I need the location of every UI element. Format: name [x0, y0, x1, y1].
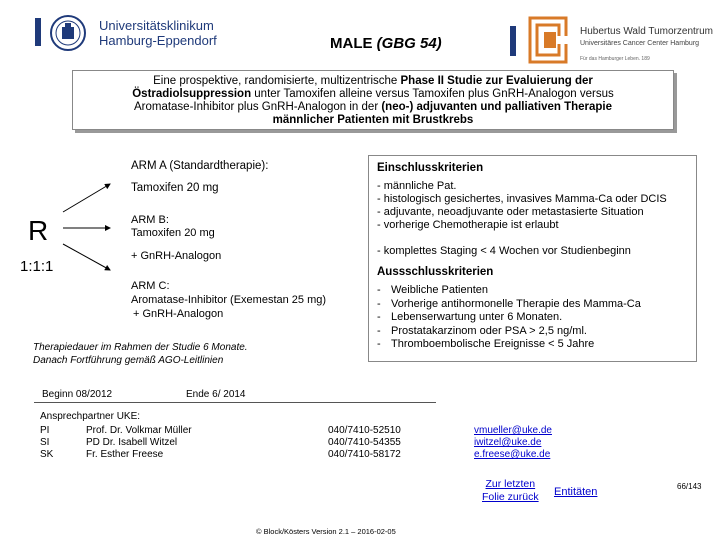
- uke-logo-text-1: Universitätsklinikum: [99, 18, 214, 33]
- page-title-sub: (GBG 54): [376, 35, 442, 52]
- arm-b-drug: Tamoxifen 20 mg: [131, 227, 215, 239]
- study-end: Ende 6/ 2014: [186, 389, 246, 400]
- arm-a-drug: Tamoxifen 20 mg: [131, 182, 219, 194]
- contact-role: PI: [40, 425, 50, 436]
- exclusion-item: - Vorherige antihormonelle Therapie des Mamma-Ca: [377, 297, 641, 310]
- study-line-2-bold: Östradiolsuppression: [132, 88, 252, 100]
- contact-email-link[interactable]: iwitzel@uke.de: [474, 437, 542, 448]
- study-line-1-bold: Phase II Studie zur Evaluierung der: [400, 75, 593, 87]
- contact-role: SK: [40, 449, 54, 460]
- study-line-1-pre: Eine prospektive, randomisierte, multizentrische: [153, 75, 401, 87]
- exclusion-item-text: Thromboembolische Ereignisse < 5 Jahre: [391, 338, 595, 350]
- uke-logo-bar: [35, 18, 41, 46]
- contact-email-link[interactable]: vmueller@uke.de: [474, 425, 552, 436]
- exclusion-item: - Prostatakarzinom oder PSA > 2,5 ng/ml.: [377, 324, 587, 337]
- contact-phone: 040/7410-52510: [328, 425, 401, 436]
- arm-c-drug: Aromatase-Inhibitor (Exemestan 25 mg): [131, 294, 327, 306]
- exclusion-title: Aussschlusskriterien: [377, 266, 494, 278]
- exclusion-item-text: Prostatakarzinom oder PSA > 2,5 ng/ml.: [391, 324, 587, 337]
- contact-name: Fr. Esther Freese: [86, 449, 164, 460]
- hwt-mark-icon: [528, 16, 568, 64]
- randomization-ratio: 1:1:1: [20, 258, 54, 275]
- exclusion-list: [377, 284, 641, 352]
- contact-name: PD Dr. Isabell Witzel: [86, 437, 178, 448]
- page-title-main: MALE: [330, 35, 373, 52]
- exclusion-item: - Lebenserwartung unter 6 Monaten.: [377, 311, 563, 323]
- criteria-box: [368, 155, 697, 362]
- back-link-line-1: Zur letzten: [485, 478, 536, 490]
- contacts-title: Ansprechpartner UKE:: [40, 411, 141, 422]
- copyright: © Block/Kösters Version 2.1 – 2016-02-05: [256, 527, 396, 536]
- study-line-1: [73, 75, 673, 88]
- arm-b-title: ARM B:: [131, 214, 169, 226]
- inclusion-item: - histologisch gesichertes, invasives Mamma-Ca oder DCIS: [377, 193, 667, 205]
- study-line-2: [73, 88, 673, 101]
- randomization-letter: R: [28, 215, 49, 246]
- uke-logo: [35, 12, 265, 52]
- arm-c-title: ARM C:: [131, 280, 170, 292]
- inclusion-item: - männliche Pat.: [377, 180, 457, 192]
- study-line-4-bold: männlicher Patienten mit Brustkrebs: [272, 114, 474, 126]
- study-line-3-bold: (neo-) adjuvanten und palliativen Therapie: [381, 101, 613, 113]
- study-line-3: [73, 101, 673, 114]
- page-number: 66/143: [677, 482, 702, 491]
- duration-line-1: Therapiedauer im Rahmen der Studie 6 Monate.: [33, 342, 248, 353]
- contact-name: Prof. Dr. Volkmar Müller: [86, 425, 192, 436]
- inclusion-item: - komplettes Staging < 4 Wochen vor Studienbeginn: [377, 245, 631, 257]
- hwt-logo-text-2: Universitäres Cancer Center Hamburg: [580, 40, 700, 47]
- contact-role: SI: [40, 437, 50, 448]
- arm-a-title: ARM A (Standardtherapie):: [131, 160, 269, 172]
- inclusion-item: - adjuvante, neoadjuvante oder metastasierte Situation: [377, 206, 644, 218]
- hwt-logo-bar: [510, 26, 516, 56]
- arm-c-plus: + GnRH-Analogon: [133, 308, 224, 320]
- exclusion-item: - Weibliche Patienten: [377, 284, 489, 296]
- contact-phone: 040/7410-54355: [328, 437, 401, 448]
- exclusion-item-text: Lebenserwartung unter 6 Monaten.: [391, 311, 563, 323]
- study-line-2-post: unter Tamoxifen alleine versus Tamoxifen plus GnRH-Analogon versus: [251, 88, 614, 100]
- contact-phone: 040/7410-58172: [328, 449, 401, 460]
- divider: [34, 402, 436, 403]
- arrow-arm-c: [63, 244, 110, 270]
- hwt-logo: [510, 12, 714, 74]
- hwt-logo-small: Für das Hamburger Leben. 189: [580, 56, 650, 62]
- inclusion-item: - vorherige Chemotherapie ist erlaubt: [377, 219, 559, 231]
- study-description-box: [72, 70, 674, 130]
- inclusion-title: Einschlusskriterien: [377, 162, 484, 174]
- contact-email-link[interactable]: e.freese@uke.de: [474, 449, 551, 460]
- page-title: [330, 35, 442, 52]
- exclusion-item: - Thromboembolische Ereignisse < 5 Jahre: [377, 338, 595, 350]
- study-line-3-pre: Aromatase-Inhibitor plus GnRH-Analogon in der: [133, 101, 382, 113]
- back-link-line-2: Folie zurück: [482, 491, 539, 503]
- uke-logo-text-2: Hamburg-Eppendorf: [99, 33, 217, 48]
- exclusion-item-text: Weibliche Patienten: [391, 284, 489, 296]
- arm-b-plus: + GnRH-Analogon: [131, 250, 222, 262]
- study-line-4: [73, 114, 673, 127]
- arrow-arm-a: [63, 184, 110, 212]
- study-begin: Beginn 08/2012: [42, 389, 113, 400]
- hwt-logo-text-1: Hubertus Wald Tumorzentrum: [580, 26, 714, 37]
- uke-seal-icon: [49, 14, 87, 52]
- entities-link[interactable]: Entitäten: [554, 486, 598, 498]
- exclusion-item-text: Vorherige antihormonelle Therapie des Mamma-Ca: [391, 297, 641, 310]
- duration-line-2: Danach Fortführung gemäß AGO-Leitlinien: [33, 355, 224, 366]
- back-link[interactable]: [482, 478, 539, 504]
- randomization-arrows: [55, 170, 125, 280]
